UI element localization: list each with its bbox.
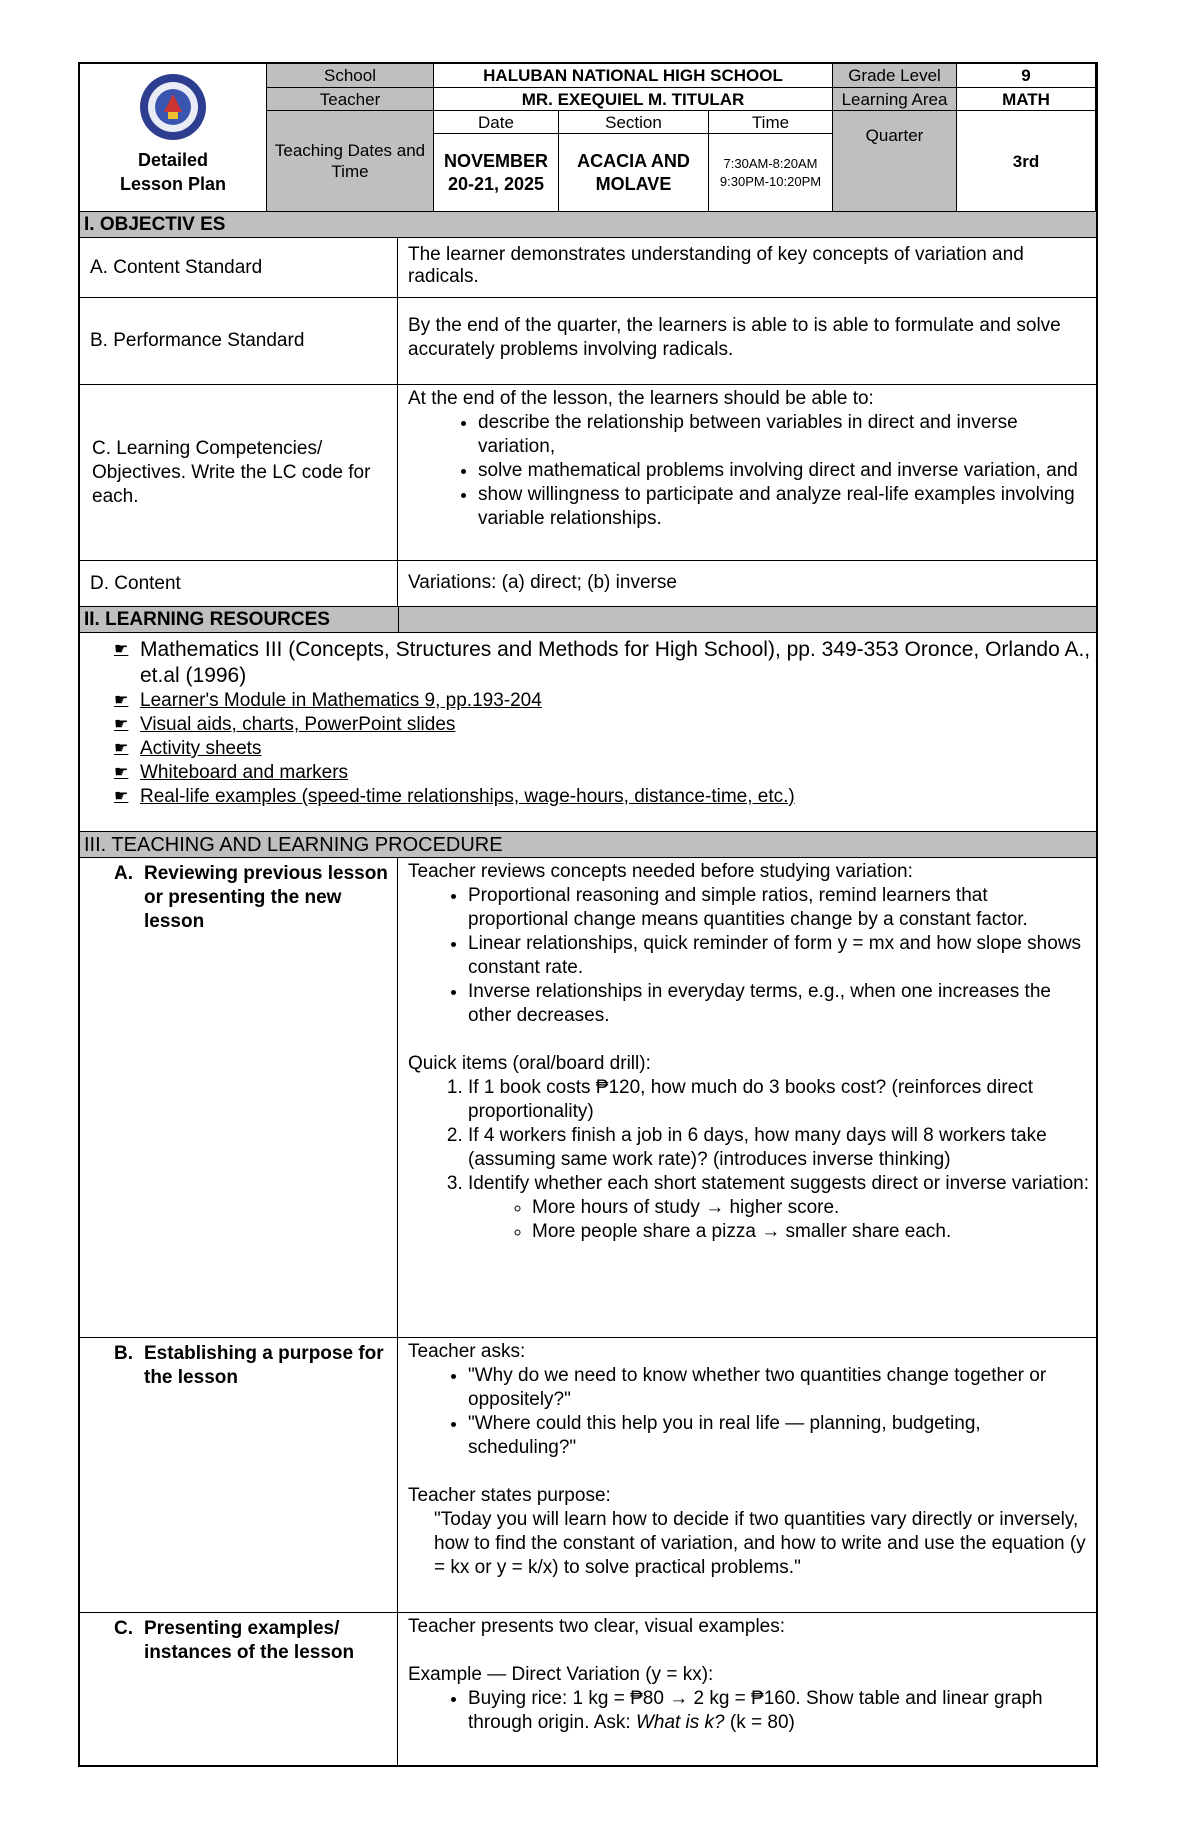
content-label: D. Content xyxy=(80,561,398,606)
content-text: Variations: (a) direct; (b) inverse xyxy=(408,572,677,593)
resource-text: Visual aids, charts, PowerPoint slides xyxy=(140,714,456,735)
purpose-intro: Teacher states purpose: xyxy=(408,1485,611,1506)
grade-level-label: Grade Level xyxy=(833,64,957,88)
date-label: Date xyxy=(434,111,559,134)
school-label: School xyxy=(267,64,434,88)
performance-standard-row xyxy=(80,298,1096,385)
procedure-heading: III. TEACHING AND LEARNING PROCEDURE xyxy=(80,832,1096,858)
teacher-label: Teacher xyxy=(267,88,434,111)
pointing-hand-icon: ☛ xyxy=(114,788,129,805)
drill-sub-item: ◦ More hours of study → higher score. xyxy=(532,1196,1092,1220)
drill-sub-list xyxy=(468,1196,1092,1244)
review-intro: Teacher reviews concepts needed before studying variation: xyxy=(408,861,913,882)
pointing-hand-icon: ☛ xyxy=(114,716,129,733)
time-label: Time xyxy=(709,111,833,134)
question-item: • "Where could this help you in real life — planning, budgeting, scheduling?" xyxy=(468,1412,1092,1460)
time-value-2: 9:30PM-10:20PM xyxy=(719,173,822,189)
learning-area-label: Learning Area xyxy=(833,88,957,111)
competency-item: • show willingness to participate and analyze real-life examples involving variable relationships. xyxy=(478,483,1092,531)
learning-area-value: MATH xyxy=(957,88,1096,111)
school-value: HALUBAN NATIONAL HIGH SCHOOL xyxy=(434,64,833,88)
competencies-label: C. Learning Competencies/ Objectives. Write the LC code for each. xyxy=(80,385,398,560)
drill-item: 2. If 4 workers finish a job in 6 days, how many days will 8 workers take (assuming same work rate)? (introduces inverse thinking) xyxy=(468,1124,1092,1172)
performance-standard-text: By the end of the quarter, the learners is able to is able to formulate and solve accurately problems involving radicals. xyxy=(408,315,1061,360)
time-value xyxy=(709,134,833,212)
competencies-list xyxy=(408,411,1092,531)
teacher-asks-list xyxy=(408,1364,1092,1460)
resource-item xyxy=(114,785,1096,809)
competencies-intro: At the end of the lesson, the learners should be able to: xyxy=(408,388,874,409)
resource-text: Activity sheets xyxy=(140,738,262,759)
procedure-c-label-cell xyxy=(80,1613,398,1765)
quarter-value: 3rd xyxy=(957,111,1096,212)
example-title: Example — Direct Variation (y = kx): xyxy=(408,1664,714,1685)
resource-item xyxy=(114,713,1096,737)
drill-item: 3. Identify whether each short statement suggests direct or inverse variation: ◦ More hours of study → higher score. ◦ More people share a pizza → smaller share each. xyxy=(468,1172,1092,1244)
section-value: ACACIA AND MOLAVE xyxy=(559,134,709,212)
example-list xyxy=(408,1687,1092,1735)
examples-intro: Teacher presents two clear, visual examples: xyxy=(408,1616,786,1637)
example-item: • Buying rice: 1 kg = ₱80 → 2 kg = ₱160. Show table and linear graph through origin. Ask: What is k? (k = 80) xyxy=(468,1687,1092,1735)
purpose-statement: "Today you will learn how to decide if two quantities vary directly or inversely, how to find the constant of variation, and how to write and use the equation (y = kx or y = k/x) to solve practical problems." xyxy=(434,1509,1086,1578)
teacher-value: MR. EXEQUIEL M. TITULAR xyxy=(434,88,833,111)
teacher-asks-intro: Teacher asks: xyxy=(408,1341,526,1362)
review-list xyxy=(408,884,1092,1028)
content-standard-label: A. Content Standard xyxy=(80,238,398,297)
teaching-dates-label: Teaching Dates and Time xyxy=(267,111,434,212)
question-item: • "Why do we need to know whether two quantities change together or oppositely?" xyxy=(468,1364,1092,1412)
content-standard-text: The learner demonstrates understanding of key concepts of variation and radicals. xyxy=(408,244,1024,287)
competency-item: • solve mathematical problems involving direct and inverse variation, and xyxy=(478,459,1092,483)
pointing-hand-icon: ☛ xyxy=(114,692,129,709)
procedure-a-row xyxy=(80,858,1096,1338)
deped-seal-icon xyxy=(138,72,208,142)
review-item: • Proportional reasoning and simple ratios, remind learners that proportional change means quantities change by a constant factor. xyxy=(468,884,1092,932)
drill-list xyxy=(408,1076,1092,1244)
procedure-c-content xyxy=(398,1613,1096,1765)
resources-heading: II. LEARNING RESOURCES xyxy=(80,607,1096,633)
drill-sub-item: ◦ More people share a pizza → smaller share each. xyxy=(532,1220,1092,1244)
header-table xyxy=(80,64,1096,212)
section-label: Section xyxy=(559,111,709,134)
procedure-c-row xyxy=(80,1613,1096,1765)
resource-text: Real-life examples (speed-time relationships, wage-hours, distance-time, etc.) xyxy=(140,786,795,807)
competencies-cell xyxy=(398,385,1096,560)
pointing-hand-icon: ☛ xyxy=(114,641,129,658)
drill-intro: Quick items (oral/board drill): xyxy=(408,1053,651,1074)
procedure-b-content xyxy=(398,1338,1096,1612)
objectives-heading: I. OBJECTIV ES xyxy=(80,212,1096,238)
grade-level-value: 9 xyxy=(957,64,1096,88)
competencies-row xyxy=(80,385,1096,561)
drill-item: 1. If 1 book costs ₱120, how much do 3 books cost? (reinforces direct proportionality) xyxy=(468,1076,1092,1124)
quarter-label: Quarter xyxy=(833,111,957,212)
procedure-c-label: C. Presenting examples/ instances of the lesson xyxy=(114,1618,355,1663)
procedure-b-label-cell xyxy=(80,1338,398,1612)
procedure-a-label-cell xyxy=(80,858,398,1337)
procedure-a-label: A. Reviewing previous lesson or presenting the new lesson xyxy=(114,863,388,932)
procedure-b-row xyxy=(80,1338,1096,1613)
resource-text: Whiteboard and markers xyxy=(140,762,349,783)
pointing-hand-icon: ☛ xyxy=(114,740,129,757)
resource-text: Mathematics III (Concepts, Structures and Methods for High School), pp. 349-353 Oronce, Orlando A., et.al (1996) xyxy=(140,638,1091,687)
resource-item xyxy=(114,637,1096,689)
resource-item xyxy=(114,761,1096,785)
procedure-b-label: B. Establishing a purpose for the lesson xyxy=(114,1343,384,1388)
lesson-plan-document xyxy=(78,62,1098,1767)
procedure-a-content xyxy=(398,858,1096,1337)
review-item: • Inverse relationships in everyday terms, e.g., when one increases the other decreases. xyxy=(468,980,1092,1028)
plan-title-line1: Detailed xyxy=(137,150,209,170)
resource-item xyxy=(114,737,1096,761)
content-row xyxy=(80,561,1096,607)
resource-item xyxy=(114,689,1096,713)
competency-item: • describe the relationship between variables in direct and inverse variation, xyxy=(478,411,1092,459)
time-value-1: 7:30AM-8:20AM xyxy=(723,155,818,171)
resources-list xyxy=(80,633,1096,832)
resource-text: Learner's Module in Mathematics 9, pp.193-204 xyxy=(140,690,542,711)
review-item: • Linear relationships, quick reminder of form y = mx and how slope shows constant rate. xyxy=(468,932,1092,980)
content-standard-row xyxy=(80,238,1096,298)
pointing-hand-icon: ☛ xyxy=(114,764,129,781)
date-value: NOVEMBER 20-21, 2025 xyxy=(434,134,559,212)
plan-title-line2: Lesson Plan xyxy=(119,174,227,194)
performance-standard-label: B. Performance Standard xyxy=(80,298,398,384)
logo-cell xyxy=(80,64,267,212)
